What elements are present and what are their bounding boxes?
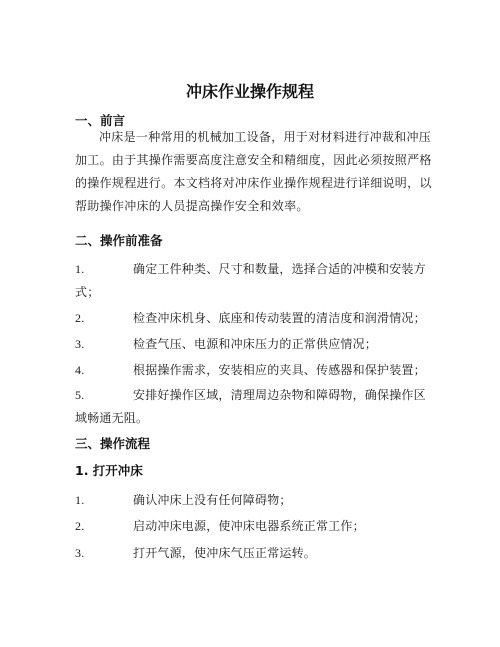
section-heading-preparation: 二、操作前准备: [75, 233, 163, 248]
list-item-number: 3.: [75, 337, 85, 351]
list-item-number: 4.: [75, 363, 85, 377]
list-item-number: 1.: [75, 493, 85, 507]
section-heading-process: 三、操作流程: [75, 436, 151, 451]
list-item: [75, 515, 433, 538]
list-item: [75, 307, 433, 330]
document-title: 冲床作业操作规程: [185, 82, 314, 101]
list-item: [75, 489, 433, 512]
list-item-number: 1.: [75, 262, 85, 276]
section-heading-preface: 一、前言: [75, 113, 126, 128]
list-item: [75, 333, 433, 356]
list-item-text: 启动冲床电源，使冲床电器系统正常工作；: [133, 519, 365, 533]
list-item-text: 打开气源，使冲床气压正常运转。: [133, 546, 317, 560]
list-item: [75, 359, 433, 382]
list-item-text: 确认冲床上没有任何障碍物；: [133, 493, 292, 507]
list-item-text: 安排好操作区域，清理周边杂物和障碍物，确保操作区域畅通无阻。: [75, 388, 426, 425]
list-item: [75, 384, 433, 430]
list-item-text: 根据操作需求，安装相应的夹具、传感器和保护装置；: [133, 363, 426, 377]
list-item-number: 3.: [75, 546, 85, 560]
list-item: [75, 542, 433, 565]
list-item-text: 检查气压、电源和冲床压力的正常供应情况；: [133, 337, 378, 351]
list-item-number: 5.: [75, 388, 85, 402]
list-item-number: 2.: [75, 311, 85, 325]
list-item: [75, 258, 433, 304]
list-item-text: 确定工件种类、尺寸和数量，选择合适的冲模和安装方式；: [75, 262, 426, 299]
subsection-heading-open-press: 1. 打开冲床: [75, 463, 143, 478]
list-item-text: 检查冲床机身、底座和传动装置的清洁度和润滑情况；: [133, 311, 426, 325]
list-item-number: 2.: [75, 519, 85, 533]
preface-paragraph: 冲床是一种常用的机械加工设备，用于对材料进行冲裁和冲压加工。由于其操作需要高度注意安全和精细度，因此必须按照严格的操作规程进行。本文档将对冲床作业操作规程进行详细说明，以帮助操作冲床的人员提高操作安全和效率。: [75, 130, 432, 213]
